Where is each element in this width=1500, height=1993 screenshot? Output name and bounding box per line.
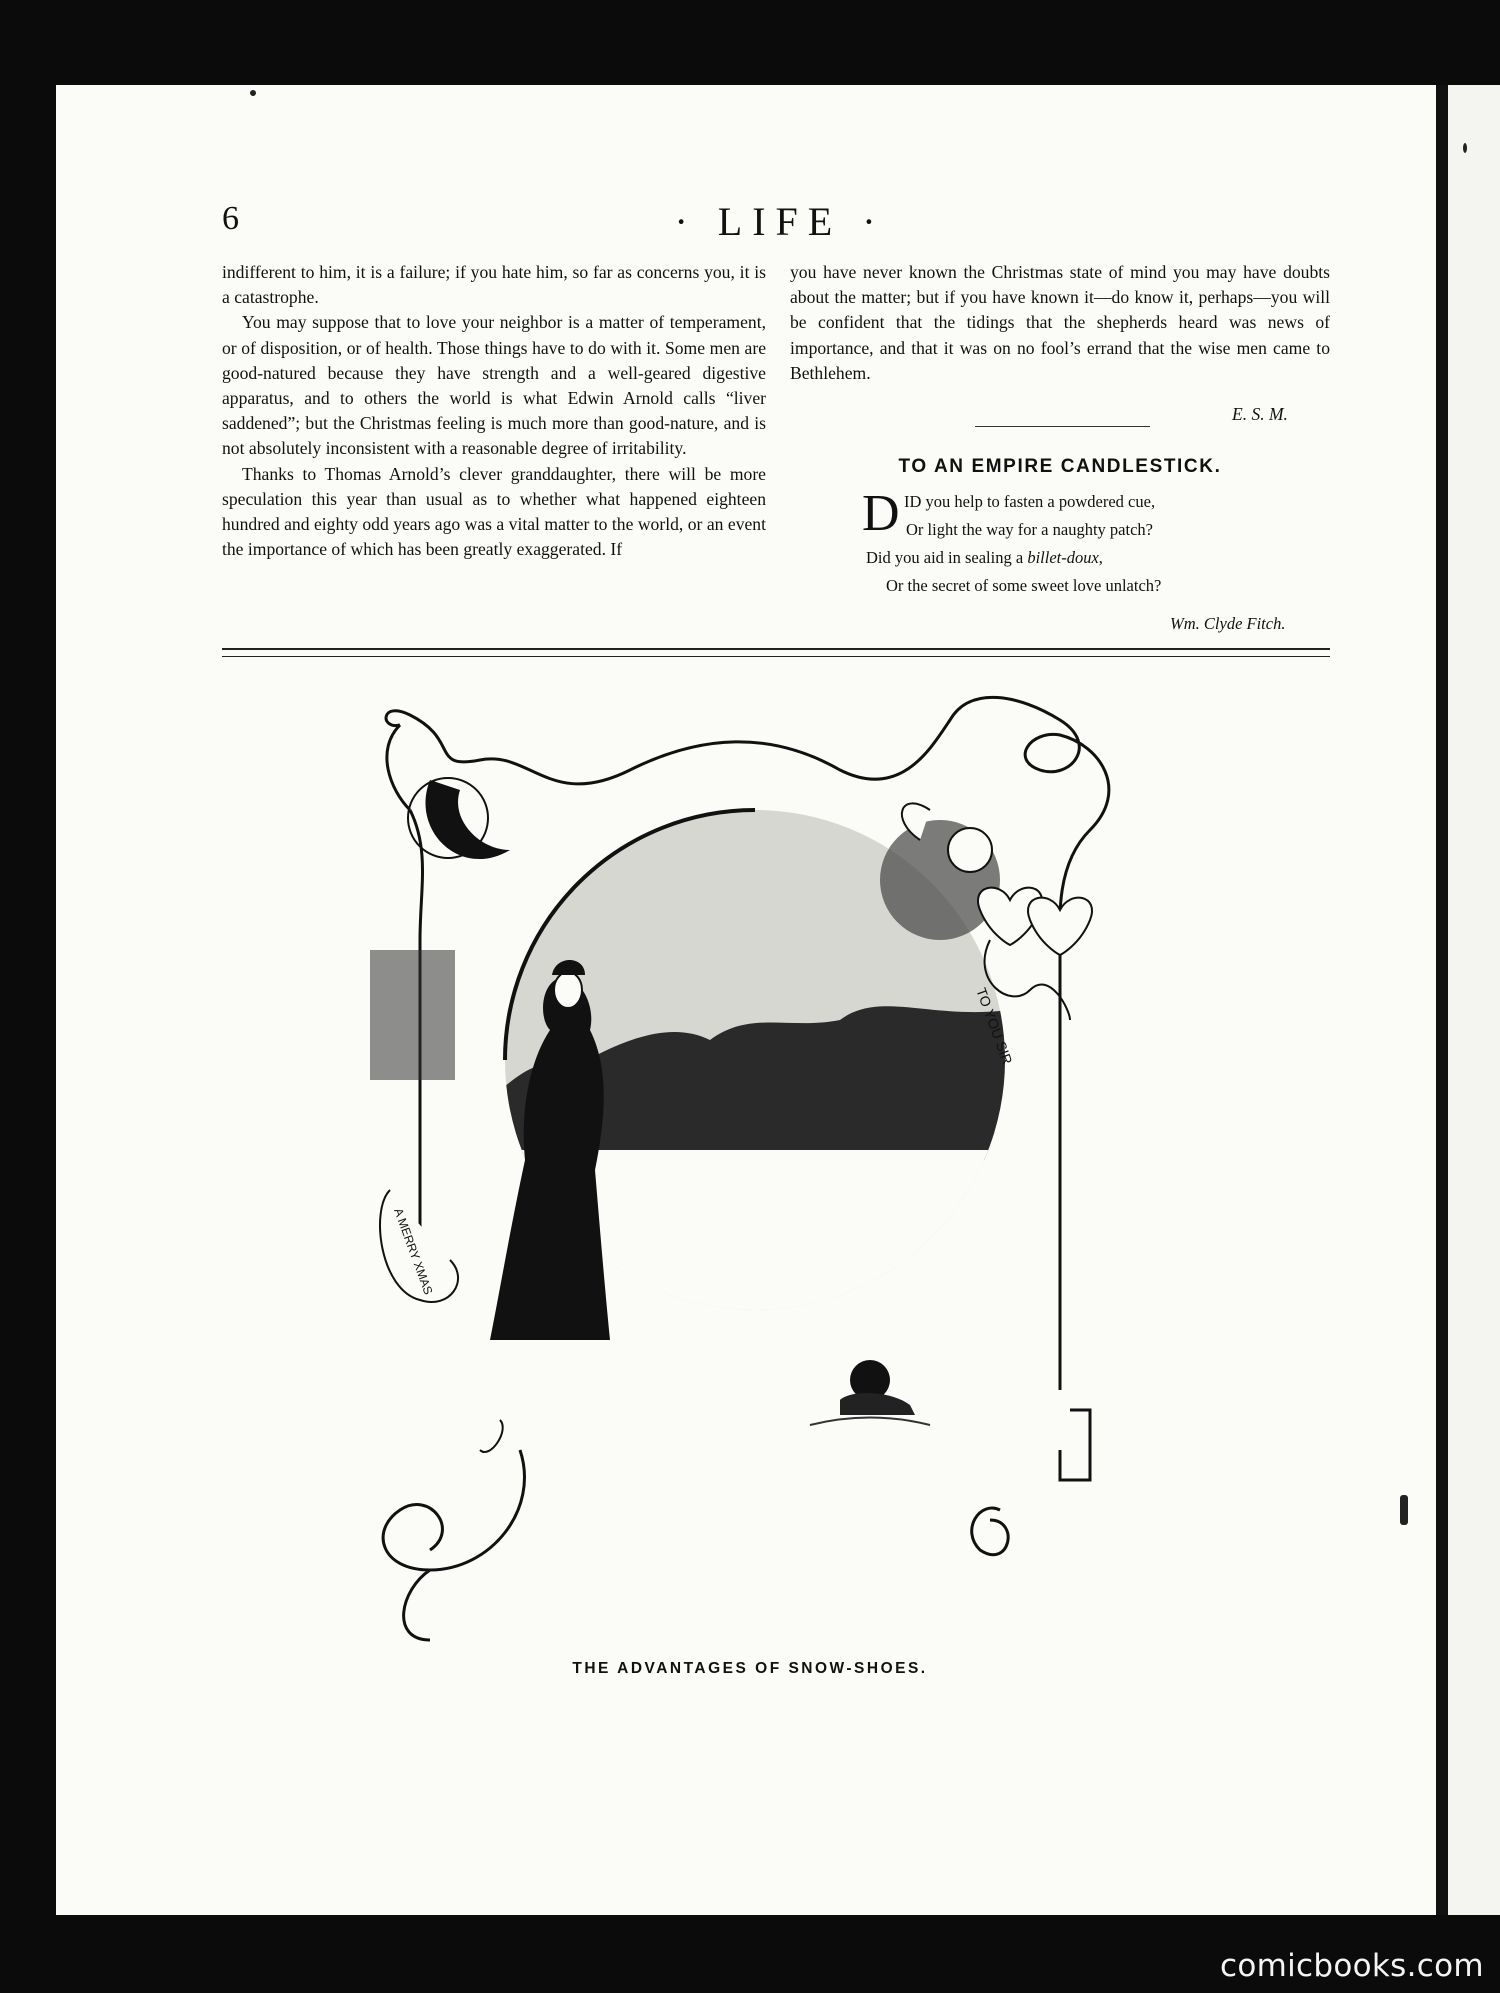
double-rule-divider — [222, 648, 1330, 657]
adjacent-page-edge — [1448, 85, 1500, 1915]
article-right-column — [790, 260, 1330, 386]
cupid-head — [948, 828, 992, 872]
poem-line: Or the secret of some sweet love unlatch? — [886, 576, 1162, 595]
article-paragraph: You may suppose that to love your neighbor is a matter of temperament, or of disposition, or of health. Those things have to do with it. Some men are good-natured because they have strength and a well-geared digestive apparatus, and to others the world is what Edwin Arnold calls “liver saddened”; but the Christmas feeling is much more than good-nature, and is not absolutely inconsistent with a reasonable degree of irritability. — [222, 312, 766, 459]
print-speck — [250, 90, 256, 96]
poem-title: TO AN EMPIRE CANDLESTICK. — [898, 456, 1222, 477]
article-paragraph: Thanks to Thomas Arnold’s clever granddaughter, there will be more speculation this year than usual as to whether what happened eighteen hundred and eighty odd years ago was a vital matter to the world, or an event the importance of which has been greatly exaggerated. If — [222, 463, 766, 560]
poem-body — [866, 488, 1306, 600]
frame-right-foot — [1060, 1410, 1090, 1480]
poem-line-start: Did you aid in sealing a — [866, 548, 1028, 567]
poem-line: ID you help to fasten a powdered cue, — [904, 492, 1156, 511]
frame-right-curl — [972, 1508, 1008, 1555]
banner-right-text: TO YOU SIR — [973, 985, 1016, 1067]
woman-face — [554, 972, 582, 1008]
section-rule — [975, 426, 1150, 427]
snow-hole — [810, 1418, 930, 1426]
article-left-column — [222, 260, 766, 562]
poem-dropcap: D — [862, 485, 900, 542]
poem-author: Wm. Clyde Fitch. — [1170, 614, 1286, 633]
illustration-caption: THE ADVANTAGES OF SNOW-SHOES. — [572, 1660, 928, 1677]
frame-flourish — [480, 1420, 503, 1452]
site-watermark: comicbooks.com — [1220, 1948, 1484, 1984]
article-paragraph: indifferent to him, it is a failure; if you hate him, so far as concerns you, it is a catastrophe. — [222, 262, 766, 308]
poem-line: Did you aid in sealing a billet-doux, — [866, 548, 1103, 567]
print-speck — [1463, 143, 1467, 153]
crescent-moon — [425, 780, 510, 859]
print-speck — [1400, 1495, 1408, 1525]
poem-line: Or light the way for a naughty patch? — [906, 520, 1153, 539]
man-shoulders — [840, 1393, 915, 1415]
frame-left-curl — [387, 725, 410, 810]
article-signature: E. S. M. — [1232, 404, 1288, 424]
article-paragraph: you have never known the Christmas state of mind you may have doubts about the matter; but if you have known it—do know it, perhaps—you will be confident that the tidings that the shepherds heard was news of importance, and that it was on no fool’s errand that the wise men came to Bethlehem. — [790, 262, 1330, 383]
snow-shoes-illustration — [370, 690, 1130, 1680]
banner-left-text: A MERRY XMAS — [391, 1206, 436, 1297]
left-tree-cluster — [370, 950, 455, 1080]
poem-italic: billet-doux — [1027, 548, 1099, 567]
masthead-title: · LIFE · — [674, 199, 886, 244]
binding-spine — [1436, 85, 1448, 1915]
page-number: 6 — [222, 200, 240, 237]
frame-left-bottom-scroll — [383, 1450, 524, 1640]
